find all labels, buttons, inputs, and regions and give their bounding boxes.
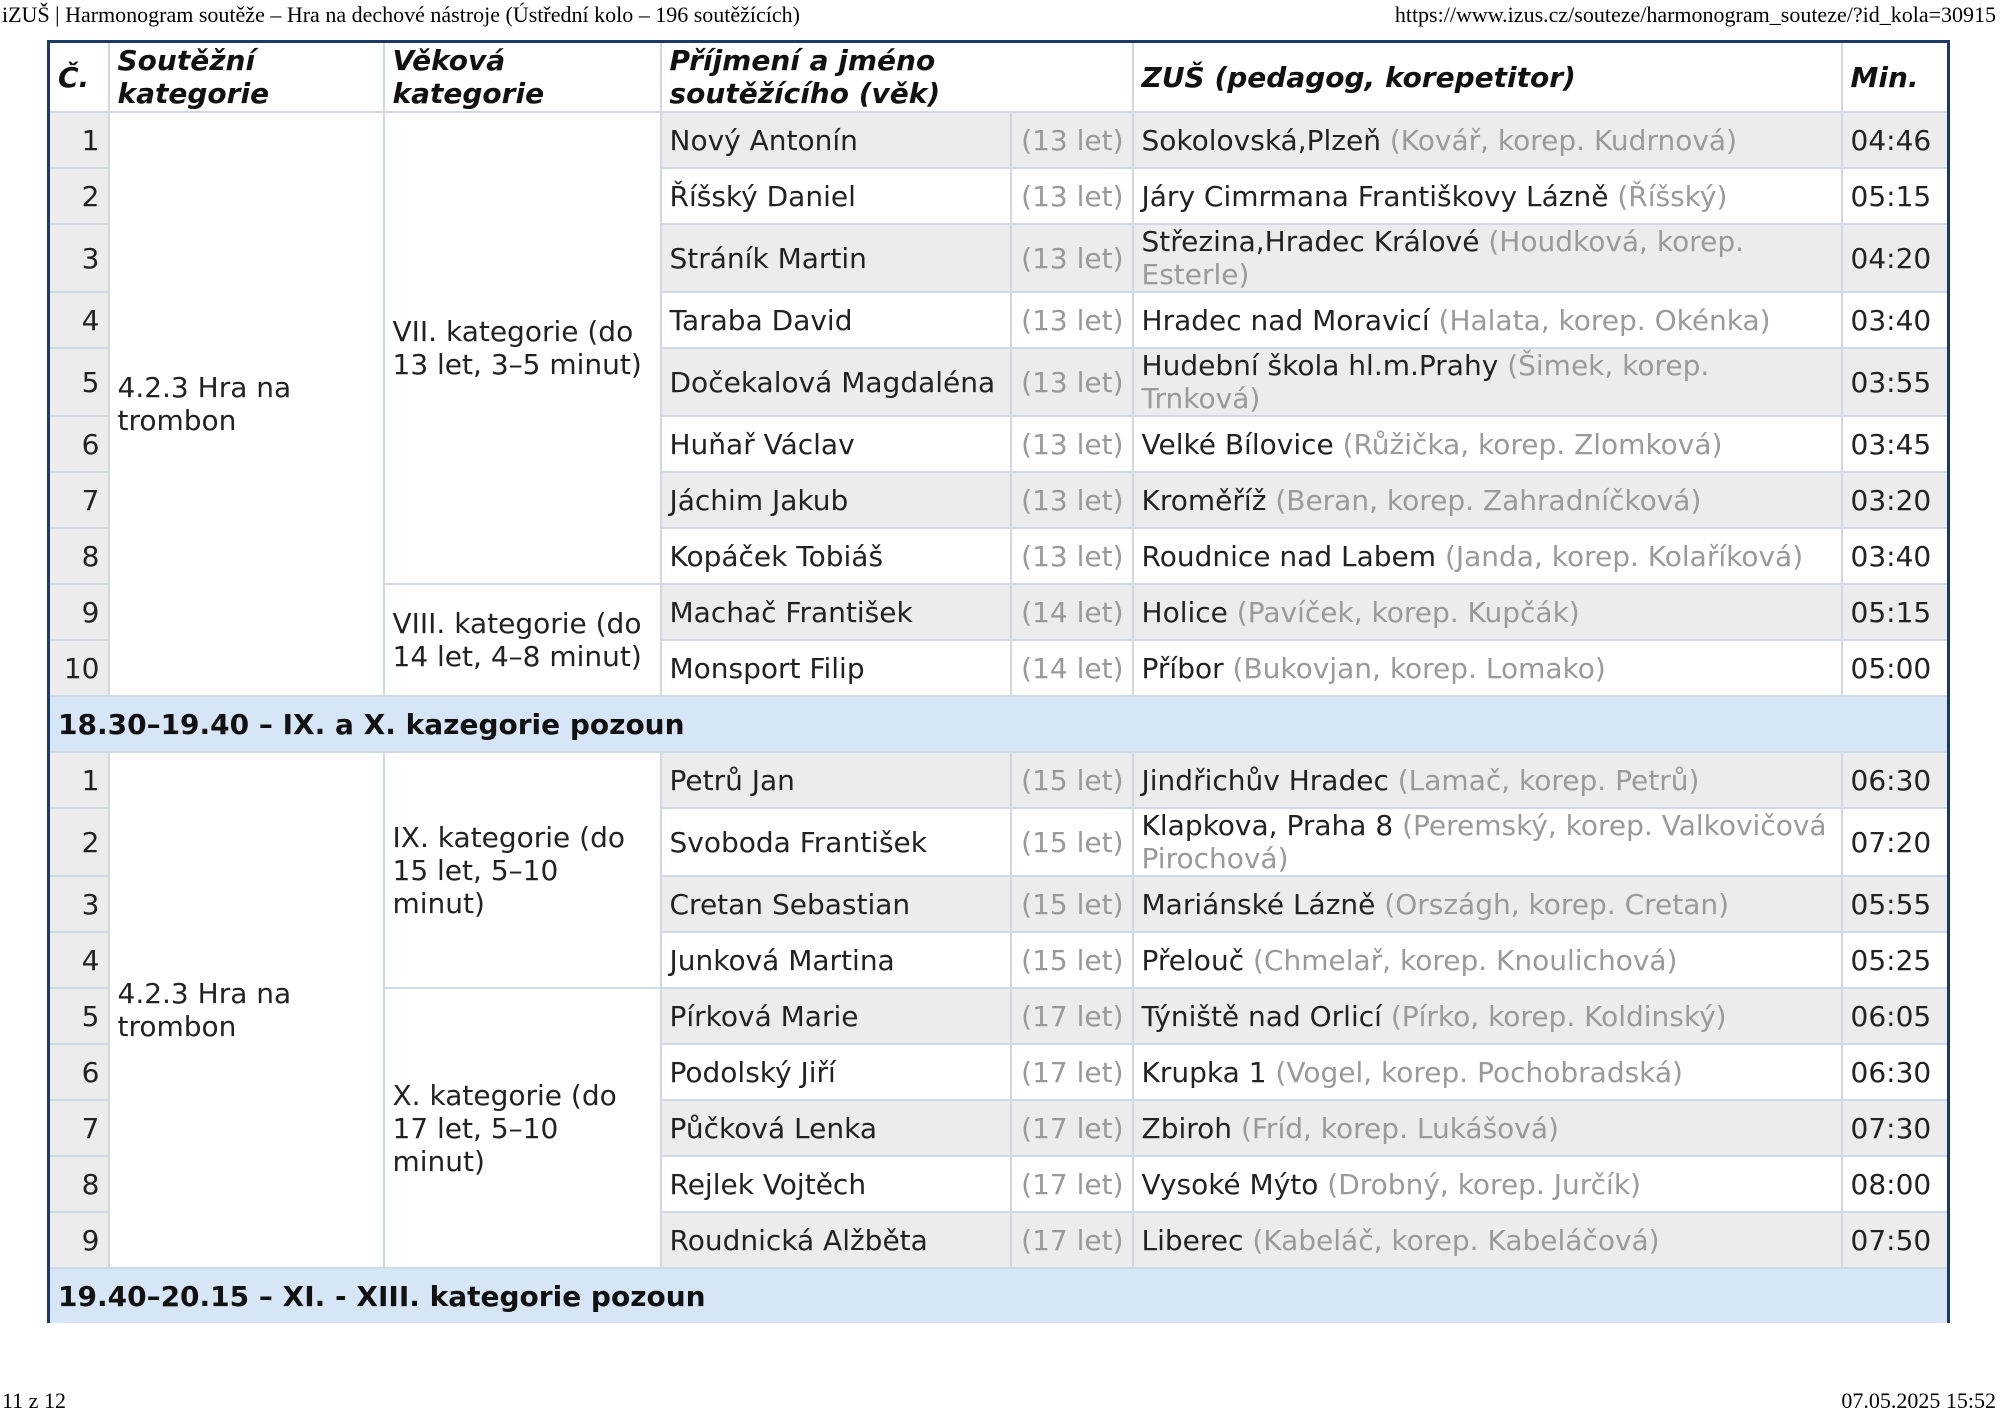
col-header-age-cat: Věková kategorie <box>384 42 661 113</box>
row-num: 6 <box>49 1044 109 1100</box>
duration: 07:50 <box>1842 1212 1949 1268</box>
col-header-min: Min. <box>1842 42 1949 113</box>
duration: 08:00 <box>1842 1156 1949 1212</box>
duration: 07:30 <box>1842 1100 1949 1156</box>
contestant-name: Pírková Marie <box>661 988 1011 1044</box>
comp-category: 4.2.3 Hra na trombon <box>109 112 384 696</box>
school-name: Járy Cimrmana Františkovy Lázně <box>1141 179 1609 213</box>
contestant-age: (13 let) <box>1011 528 1133 584</box>
comp-category: 4.2.3 Hra na trombon <box>109 752 384 1268</box>
school-name: Příbor <box>1141 651 1224 685</box>
teacher-info: (Lamač, korep. Petrů) <box>1397 763 1700 797</box>
teacher-info: (Halata, korep. Okénka) <box>1438 303 1771 337</box>
col-header-name: Příjmení a jméno soutěžícího (věk) <box>661 42 1133 113</box>
row-num: 8 <box>49 1156 109 1212</box>
section-title: 18.30–19.40 – IX. a X. kazegorie pozoun <box>49 696 1949 752</box>
contestant-age: (15 let) <box>1011 808 1133 876</box>
duration: 05:55 <box>1842 876 1949 932</box>
teacher-info: (Peremský, korep. Valkovičová Pirochová) <box>1141 809 1827 875</box>
contestant-age: (13 let) <box>1011 416 1133 472</box>
school-cell <box>1133 584 1842 640</box>
school-name: Vysoké Mýto <box>1141 1167 1319 1201</box>
page-header <box>0 0 2000 30</box>
row-num: 2 <box>49 168 109 224</box>
page-footer <box>0 1388 2000 1416</box>
teacher-info: (Beran, korep. Zahradníčková) <box>1275 483 1702 517</box>
school-cell <box>1133 808 1842 876</box>
school-cell <box>1133 640 1842 696</box>
school-cell <box>1133 1212 1842 1268</box>
school-cell <box>1133 752 1842 808</box>
contestant-age: (17 let) <box>1011 1100 1133 1156</box>
teacher-info: (Šimek, korep. Trnková) <box>1141 349 1710 415</box>
contestant-age: (14 let) <box>1011 584 1133 640</box>
school-name: Klapkova, Praha 8 <box>1141 809 1394 842</box>
school-name: Sokolovská,Plzeň <box>1141 123 1381 157</box>
school-name: Roudnice nad Labem <box>1141 539 1437 573</box>
contestant-age: (13 let) <box>1011 224 1133 292</box>
school-cell <box>1133 1100 1842 1156</box>
row-num: 4 <box>49 932 109 988</box>
teacher-info: (Pavíček, korep. Kupčák) <box>1236 595 1580 629</box>
duration: 03:45 <box>1842 416 1949 472</box>
table-header-row <box>49 42 1949 113</box>
row-num: 3 <box>49 224 109 292</box>
contestant-name: Cretan Sebastian <box>661 876 1011 932</box>
contestant-name: Junková Martina <box>661 932 1011 988</box>
row-num: 1 <box>49 752 109 808</box>
contestant-name: Kopáček Tobiáš <box>661 528 1011 584</box>
teacher-info: (Országh, korep. Cretan) <box>1384 887 1730 921</box>
teacher-info: (Pírko, korep. Koldinský) <box>1390 999 1727 1033</box>
contestant-name: Petrů Jan <box>661 752 1011 808</box>
duration: 03:40 <box>1842 292 1949 348</box>
school-cell <box>1133 988 1842 1044</box>
teacher-info: (Fríd, korep. Lukášová) <box>1240 1111 1559 1145</box>
duration: 03:55 <box>1842 348 1949 416</box>
teacher-info: (Vogel, korep. Pochobradská) <box>1275 1055 1683 1089</box>
school-name: Hradec nad Moravicí <box>1141 303 1430 337</box>
duration: 03:40 <box>1842 528 1949 584</box>
table-row <box>49 752 1949 808</box>
school-name: Přelouč <box>1141 943 1245 977</box>
contestant-age: (15 let) <box>1011 876 1133 932</box>
duration: 04:20 <box>1842 224 1949 292</box>
row-num: 4 <box>49 292 109 348</box>
contestant-name: Říšský Daniel <box>661 168 1011 224</box>
school-cell <box>1133 112 1842 168</box>
contestant-name: Machač František <box>661 584 1011 640</box>
col-header-school: ZUŠ (pedagog, korepetitor) <box>1133 42 1842 113</box>
school-cell <box>1133 416 1842 472</box>
contestant-age: (13 let) <box>1011 472 1133 528</box>
school-name: Zbiroh <box>1141 1111 1233 1145</box>
duration: 05:00 <box>1842 640 1949 696</box>
header-url[interactable]: https://www.izus.cz/souteze/harmonogram_souteze/?id_kola=30915 <box>1394 2 1996 27</box>
school-name: Liberec <box>1141 1223 1244 1257</box>
row-num: 9 <box>49 1212 109 1268</box>
contestant-name: Dočekalová Magdaléna <box>661 348 1011 416</box>
contestant-name: Monsport Filip <box>661 640 1011 696</box>
contestant-name: Svoboda František <box>661 808 1011 876</box>
duration: 07:20 <box>1842 808 1949 876</box>
age-category: IX. kategorie (do 15 let, 5–10 minut) <box>384 752 661 988</box>
school-cell <box>1133 168 1842 224</box>
row-num: 3 <box>49 876 109 932</box>
contestant-age: (17 let) <box>1011 1212 1133 1268</box>
contestant-age: (13 let) <box>1011 348 1133 416</box>
age-category: VII. kategorie (do 13 let, 3–5 minut) <box>384 112 661 584</box>
school-cell <box>1133 528 1842 584</box>
school-name: Střezina,Hradec Králové <box>1141 225 1480 258</box>
teacher-info: (Kovář, korep. Kudrnová) <box>1389 123 1738 157</box>
duration: 05:15 <box>1842 168 1949 224</box>
col-header-num: Č. <box>49 42 109 113</box>
school-cell <box>1133 224 1842 292</box>
row-num: 9 <box>49 584 109 640</box>
contestant-name: Taraba David <box>661 292 1011 348</box>
row-num: 8 <box>49 528 109 584</box>
contestant-name: Roudnická Alžběta <box>661 1212 1011 1268</box>
duration: 06:05 <box>1842 988 1949 1044</box>
section-header <box>49 1268 1949 1323</box>
teacher-info: (Říšský) <box>1617 179 1728 213</box>
school-name: Týniště nad Orlicí <box>1141 999 1382 1033</box>
school-cell <box>1133 348 1842 416</box>
row-num: 6 <box>49 416 109 472</box>
contestant-age: (13 let) <box>1011 168 1133 224</box>
contestant-name: Huňař Václav <box>661 416 1011 472</box>
school-cell <box>1133 472 1842 528</box>
school-name: Velké Bílovice <box>1141 427 1334 461</box>
schedule-table <box>47 40 1950 1323</box>
print-datetime: 07.05.2025 15:52 <box>1841 1388 1996 1413</box>
contestant-age: (15 let) <box>1011 932 1133 988</box>
section-title: 19.40–20.15 – XI. - XIII. kategorie pozoun <box>49 1268 1949 1323</box>
teacher-info: (Růžička, korep. Zlomková) <box>1342 427 1723 461</box>
school-name: Krupka 1 <box>1141 1055 1267 1089</box>
school-name: Jindřichův Hradec <box>1141 763 1389 797</box>
school-name: Mariánské Lázně <box>1141 887 1376 921</box>
contestant-name: Rejlek Vojtěch <box>661 1156 1011 1212</box>
contestant-age: (14 let) <box>1011 640 1133 696</box>
teacher-info: (Drobný, korep. Jurčík) <box>1327 1167 1641 1201</box>
contestant-name: Stráník Martin <box>661 224 1011 292</box>
teacher-info: (Kabeláč, korep. Kabeláčová) <box>1252 1223 1660 1257</box>
age-category: X. kategorie (do 17 let, 5–10 minut) <box>384 988 661 1268</box>
header-title: iZUŠ | Harmonogram soutěže – Hra na dechové nástroje (Ústřední kolo – 196 soutěžících) <box>2 2 801 27</box>
school-name: Hudební škola hl.m.Prahy <box>1141 349 1499 382</box>
col-header-comp-cat: Soutěžní kategorie <box>109 42 384 113</box>
duration: 05:25 <box>1842 932 1949 988</box>
contestant-name: Nový Antonín <box>661 112 1011 168</box>
row-num: 1 <box>49 112 109 168</box>
school-cell <box>1133 1156 1842 1212</box>
duration: 03:20 <box>1842 472 1949 528</box>
duration: 06:30 <box>1842 1044 1949 1100</box>
duration: 06:30 <box>1842 752 1949 808</box>
row-num: 7 <box>49 472 109 528</box>
school-name: Holice <box>1141 595 1228 629</box>
row-num: 10 <box>49 640 109 696</box>
contestant-age: (17 let) <box>1011 988 1133 1044</box>
contestant-name: Podolský Jiří <box>661 1044 1011 1100</box>
teacher-info: (Houdková, korep. Esterle) <box>1141 225 1744 291</box>
contestant-age: (15 let) <box>1011 752 1133 808</box>
duration: 05:15 <box>1842 584 1949 640</box>
section-header <box>49 696 1949 752</box>
school-cell <box>1133 1044 1842 1100</box>
row-num: 7 <box>49 1100 109 1156</box>
teacher-info: (Bukovjan, korep. Lomako) <box>1232 651 1606 685</box>
age-category: VIII. kategorie (do 14 let, 4–8 minut) <box>384 584 661 696</box>
contestant-age: (13 let) <box>1011 112 1133 168</box>
contestant-age: (17 let) <box>1011 1156 1133 1212</box>
row-num: 5 <box>49 348 109 416</box>
school-cell <box>1133 932 1842 988</box>
row-num: 2 <box>49 808 109 876</box>
contestant-name: Jáchim Jakub <box>661 472 1011 528</box>
duration: 04:46 <box>1842 112 1949 168</box>
table-row <box>49 112 1949 168</box>
teacher-info: (Janda, korep. Kolaříková) <box>1444 539 1804 573</box>
teacher-info: (Chmelař, korep. Knoulichová) <box>1253 943 1678 977</box>
contestant-name: Půčková Lenka <box>661 1100 1011 1156</box>
school-name: Kroměříž <box>1141 483 1267 517</box>
row-num: 5 <box>49 988 109 1044</box>
contestant-age: (13 let) <box>1011 292 1133 348</box>
school-cell <box>1133 292 1842 348</box>
school-cell <box>1133 876 1842 932</box>
contestant-age: (17 let) <box>1011 1044 1133 1100</box>
page-number: 11 z 12 <box>2 1388 66 1413</box>
